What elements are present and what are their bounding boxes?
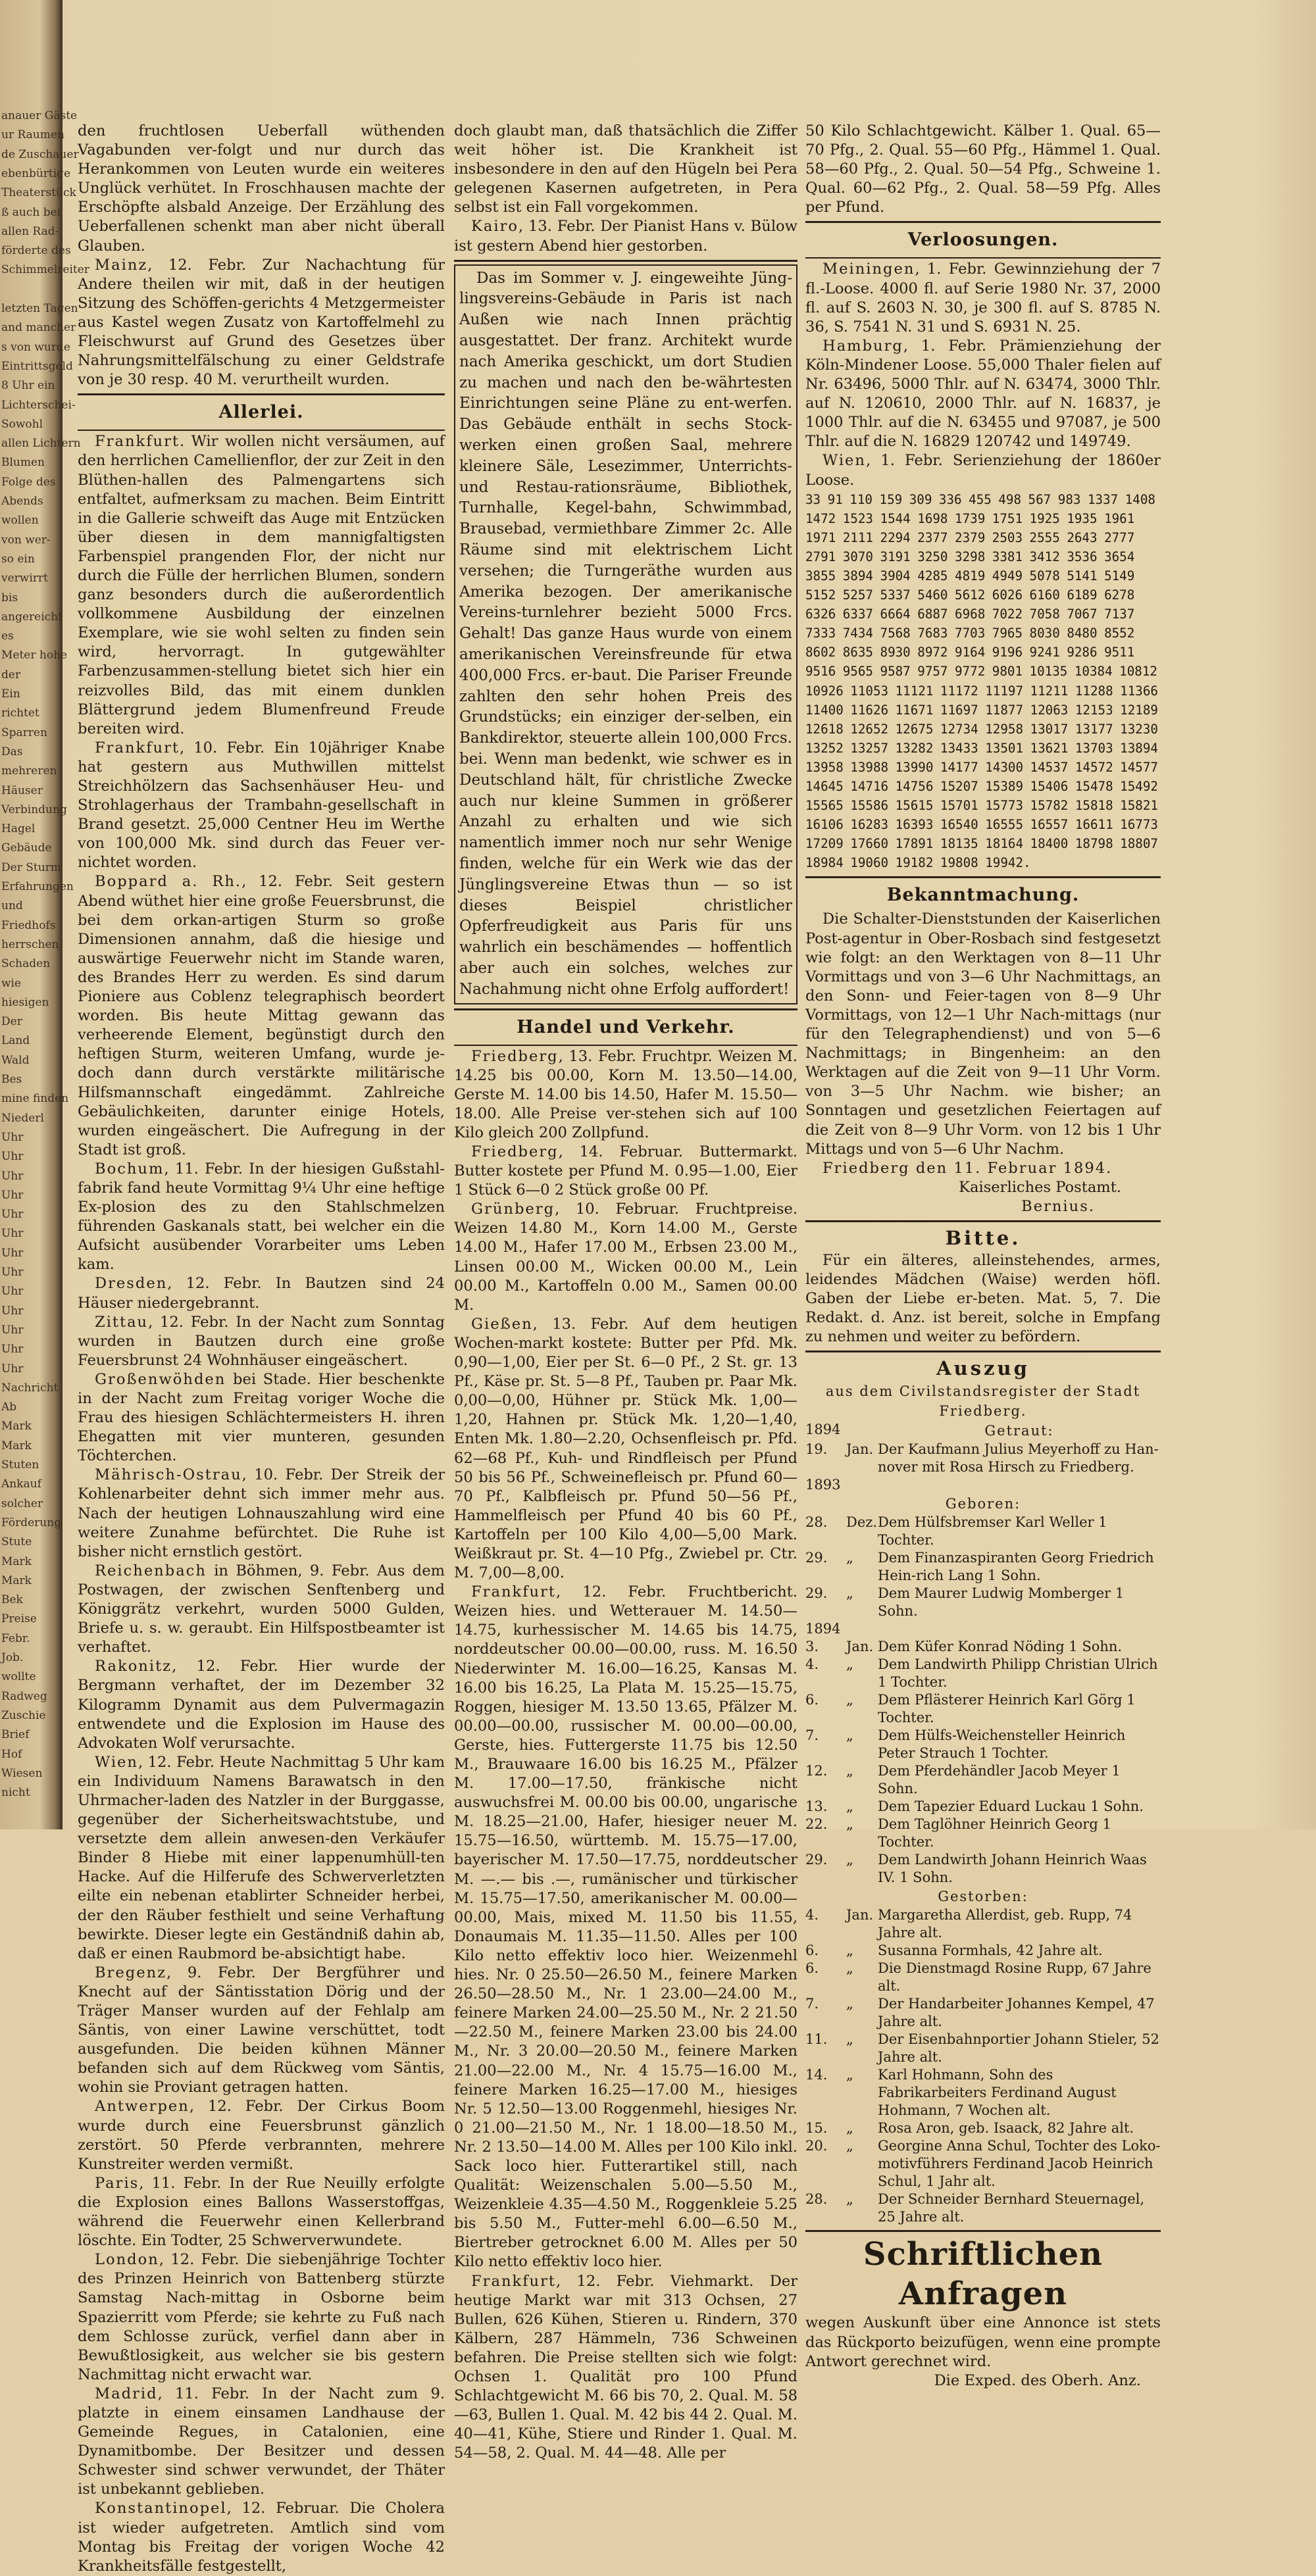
registry-year: 1893 <box>805 1477 841 1493</box>
margin-fragment: Uhr <box>1 1362 24 1375</box>
margin-fragment: und <box>1 899 23 913</box>
registry-entry-month: Jan. <box>846 1639 874 1655</box>
news-item: Frankfurt, 10. Febr. Ein 10jähriger Knabe hat gestern aus Muthwillen mittelst Streichhölzern das Sachsenhäuser Heu- und Strohlagerhaus der Trambahn-gesellschaft in Brand gesetzt. 25,000 Centner Heu im Werthe von 100,000 Mk. sind durch das Feuer ver-nichtet worden. <box>78 739 445 872</box>
section-divider <box>805 257 1161 259</box>
registry-entry-text: Dem Landwirth Johann Heinrich Waas IV. 1 Sohn. <box>878 1852 1147 1886</box>
margin-fragment: Sowohl <box>1 417 43 431</box>
registry-entry-month: Dez. <box>846 1514 878 1531</box>
news-item: Paris, 11. Febr. In der Rue Neuilly erfolgte die Explosion eines Ballons Wasserstoffgas, während die Feuerwehr einen Kellerbrand löschte. Ein Todter, 25 Schwerverwundete. <box>78 2174 445 2250</box>
margin-fragment: wollte <box>1 1670 36 1684</box>
margin-fragment: Brief <box>1 1728 30 1742</box>
registry-entry <box>805 2191 1161 2226</box>
market-report: Friedberg, 14. Februar. Buttermarkt. Butter kostete per Pfund M. 0.95—1.00, Eier 1 Stück 6—0 2 Stück große 00 Pf. <box>454 1143 797 1199</box>
registry-entry <box>805 1906 1161 1942</box>
section-heading-handel: Handel und Verkehr. <box>517 1016 735 1037</box>
margin-fragment: Mark <box>1 1439 32 1452</box>
news-item: Rakonitz, 12. Febr. Hier wurde der Bergmann verhaftet, der im Dezember 32 Kilogramm Dynamit aus dem Pulvermagazin entwendete und die Explosion im Hause des Advokaten Wolf verursachte. <box>78 1658 445 1752</box>
registry-entry-day: 11. <box>805 2031 828 2048</box>
registry-entry-text: Dem Landwirth Philipp Christian Ulrich 1 Tochter. <box>878 1656 1158 1691</box>
registry-entry <box>805 1960 1161 1995</box>
margin-fragment: Land <box>1 1034 30 1048</box>
margin-fragment: Bes <box>1 1073 22 1086</box>
lottery-item: Wien, 1. Febr. Serienziehung der 1860er Loose. <box>805 452 1161 489</box>
margin-fragment: Erfahrungen <box>1 880 74 893</box>
margin-fragment: Friedhofs <box>1 918 56 932</box>
margin-fragment: Förderung <box>1 1516 62 1529</box>
margin-fragment: ur Raumen <box>1 128 64 142</box>
registry-entry-day: 19. <box>805 1441 828 1458</box>
registry-entry-day: 29. <box>805 1550 828 1566</box>
registry-entry-month: „ <box>846 1943 853 1959</box>
news-item: London, 12. Febr. Die siebenjährige Tochter des Prinzen Heinrich von Battenberg stürzte Samstag Nach-mittag in Osborne beim Spazierritt vom Pferde; sie kehrte zu Fuß nach dem Schlosse zurück, verfiel dann aber in Bewußtlosigkeit, aus welcher sie bis gestern Nachmittag nicht erwacht war. <box>78 2251 445 2383</box>
notice-signature: Kaiserliches Postamt. <box>959 1178 1121 1196</box>
margin-fragment: Wiesen <box>1 1766 43 1780</box>
registry-entry-text: Der Eisenbahnportier Johann Stieler, 52 Jahre alt. <box>878 2031 1159 2066</box>
civil-registry-list <box>805 1421 1161 2226</box>
advert-signature: Die Exped. des Oberh. Anz. <box>934 2371 1141 2389</box>
margin-fragment: solcher <box>1 1497 43 1510</box>
registry-entry-day: 4. <box>805 1907 819 1923</box>
notice-signature: Bernius. <box>1021 1197 1095 1215</box>
section-divider <box>78 430 445 431</box>
margin-fragment: Abends <box>1 495 43 508</box>
market-report: Frankfurt, 12. Febr. Viehmarkt. Der heutige Markt war mit 313 Ochsen, 27 Bullen, 626 Kühen, Stieren u. Rindern, 370 Kälbern, 287 Hämmeln, 736 Schweinen befahren. Die Preise stellten sich wie folgt: Ochsen 1. Qualität pro 100 Pfund Schlachtgewicht M. 66 bis 70, 2. Qual. M. 58—63, Bullen 1. Qual. M. 42 bis 44 2. Qual. M. 40—41, Kühe, Stiere und Rinder 1. Qual. M. 54—58, 2. Qual. M. 44—48. Alle per <box>454 2272 797 2462</box>
section-heading-bekanntmachung: Bekanntmachung. <box>886 885 1080 906</box>
paris-youth-building-article: Das im Sommer v. J. eingeweihte Jüng-lingsvereins-Gebäude in Paris ist nach Außen wie nach Innen prächtig ausgestattet. Der franz. Architekt wurde nach Amerika geschickt, um dort Studien zu machen und nach den be-währtesten Einrichtungen seine Pläne zu ent-werfen. Das Gebäude enthält in sechs Stock-werken einen großen Saal, mehrere kleinere Säle, Lesezimmer, Unterrichts- und Restau-rationsräume, Bibliothek, Turnhalle, Kegel-bahn, Schwimmbad, Brausebad, vermiethbare Zimmer 2c. Alle Räume sind mit elektrischem Licht versehen; die Turngeräthe wurden aus Amerika bezogen. Der amerikanische Vereins-turnlehrer bezieht 5000 Frcs. Gehalt! Das ganze Haus wurde von einem amerikanischen Vereinsfreunde für etwa 400,000 Frcs. er-baut. Die Pariser Freunde zahlten den sehr hohen Preis des Grundstücks; ein einziger der-selben, ein Bankdirektor, steuerte allein 100,000 Frcs. bei. Wenn man bedenkt, wie schwer es in Deutschland hält, für christliche Zwecke auch nur kleine Summen in größerer Anzahl zu erhalten und wie sich namentlich immer noch nur sehr Wenige finden, welche für ein Werk wie das der Jünglingsvereine Etwas thun — so ist dieses Beispiel christlicher Opferfreudigkeit aus Paris für uns wahrlich ein beschämendes — hoffentlich aber auch ein solches, welches zur Nachahmung nicht ohne Erfolg auffordert! <box>454 264 797 1004</box>
registry-entry-month: „ <box>846 2191 853 2208</box>
margin-fragment: Hagel <box>1 822 36 836</box>
margin-fragment: Uhr <box>1 1150 24 1164</box>
margin-fragment: mine finden <box>1 1092 69 1106</box>
margin-fragment: and mancher <box>1 321 76 335</box>
margin-fragment: allen Lichtern <box>1 437 81 451</box>
registry-entry <box>805 1441 1161 1476</box>
section-divider <box>454 260 797 262</box>
news-item: Madrid, 11. Febr. In der Nacht zum 9. platzte in einem einsamen Landhause der Gemeinde Regues, in Catalonien, eine Dynamitbombe. Der Besitzer und dessen Schwester sind schwer verwundet, der Thäter ist unbekannt geblieben. <box>78 2385 445 2498</box>
registry-entry-text: Karl Hohmann, Sohn des Fabrikarbeiters Ferdinand August Hohmann, 7 Wochen alt. <box>878 2067 1117 2119</box>
margin-fragment: verwirrt <box>1 572 48 585</box>
margin-fragment: der <box>1 668 21 681</box>
registry-entry <box>805 2031 1161 2066</box>
margin-fragment: Nachricht <box>1 1381 59 1395</box>
registry-entry-month: „ <box>846 1550 853 1566</box>
market-report: Friedberg, 13. Febr. Fruchtpr. Weizen M. 14.25 bis 00.00, Korn M. 13.50—14.00, Gerste M. 14.00 bis 14.50, Hafer M. 15.50—18.00. Alle Preise ver-stehen sich auf 100 Kilo gleich 200 Zollpfund. <box>454 1047 797 1141</box>
registry-entry-month: „ <box>846 1585 853 1602</box>
registry-entry-month: „ <box>846 1996 853 2012</box>
news-item: Großenwöhden bei Stade. Hier beschenkte in der Nacht zum Freitag voriger Woche die Frau des hiesigen Schlächtermeisters H. ihren Ehegatten mit vier munteren, gesunden Töchterchen. <box>78 1370 445 1465</box>
margin-fragment: Stute <box>1 1535 32 1549</box>
margin-fragment: so ein <box>1 552 35 566</box>
registry-year: 1894 <box>805 1621 841 1637</box>
registry-entry-text: Dem Hülfs-Weichensteller Heinrich Peter Strauch 1 Tochter. <box>878 1727 1126 1762</box>
registry-entry-text: Dem Küfer Konrad Nöding 1 Sohn. <box>878 1639 1123 1655</box>
advert-text: wegen Auskunft über eine Annonce ist stets das Rückporto beizufügen, wenn eine prompte Antwort gerechnet wird. <box>805 2314 1161 2370</box>
registry-entry-month: „ <box>846 2067 853 2083</box>
margin-fragment: Niederl <box>1 1111 44 1125</box>
margin-fragment: de Zuschauer <box>1 147 79 161</box>
registry-entry-day: 14. <box>805 2067 828 2083</box>
news-item: Wien, 12. Febr. Heute Nachmittag 5 Uhr kam ein Individuum Namens Barawatsch in den Uhrmacher-laden des Natzler in der Burggasse, gegenüber der Sicherheitswachtstube, und versetzte dem allein anwesen-den Verkäufer Binder 8 Hiebe mit einer lappenumhüll-ten Hacke. Auf die Hilferufe des Schwerverletzten eilte ein nebenan etablirter Schneider herbei, der den Räuber festhielt und seine Verhaftung bewirkte. Dieser legte ein Geständniß dahin ab, daß er einen Raubmord be-absichtigt habe. <box>78 1753 445 1962</box>
margin-fragment: Gebäude <box>1 841 52 855</box>
margin-fragment: letzten Tagen <box>1 302 78 315</box>
registry-entry-day: 7. <box>805 1996 819 2012</box>
margin-fragment: richtet <box>1 706 39 720</box>
margin-fragment: Schimmelreiter <box>1 263 89 277</box>
registry-entry-month: „ <box>846 1763 853 1779</box>
margin-fragment: Ab <box>1 1400 17 1414</box>
registry-entry-day: 22. <box>805 1816 828 1833</box>
notice-date: Friedberg den 11. Februar 1894. <box>822 1159 1113 1177</box>
registry-entry <box>805 1727 1161 1762</box>
margin-fragment: Der Sturm <box>1 860 61 874</box>
margin-fragment: Der <box>1 1015 22 1029</box>
section-divider <box>805 1220 1161 1222</box>
margin-fragment: Uhr <box>1 1266 24 1279</box>
margin-fragment: Zuschie <box>1 1708 46 1722</box>
notice-text: Die Schalter-Dienststunden der Kaiserlichen Post-agentur in Ober-Rosbach sind festgesetzt wie folgt: an den Werktagen von 8—11 Uhr Vormittags und von 3—6 Uhr Nachmittags, an den Sonn- und Feier-tagen von 8—9 Uhr Vormittags, von 12—1 Uhr Nach-mittags (nur für den Telegraphendienst) und von 5—6 Nachmittags; in Bingenheim: an den Werktagen auf die Zeit von 9—11 Uhr Vorm. von 3—5 Uhr Nachm. wie bisher; an Sonntagen und gesetzlichen Feiertagen auf die Zeit von 8—9 Uhr Vorm. von 12 bis 1 Uhr Mittags und von 5—6 Uhr Nachm. <box>805 910 1161 1158</box>
margin-fragment: förderte des <box>1 244 71 258</box>
registry-entry-day: 4. <box>805 1656 819 1673</box>
market-report: Gießen, 13. Febr. Auf dem heutigen Wochen-markt kostete: Butter per Pfd. Mk. 0,90—1,00, Eier per St. 6—0 Pf., 2 St. gr. 13 Pf., Käse pr. St. 5—8 Pf., Tauben pr. Paar Mk. 0,00—0,00, Hühner pr. Stück Mk. 1,00—1,20, Hahnen pr. Stück Mk. 1,20—1,40, Enten Mk. 1.80—2.20, Ochsenfleisch pr. Pfd. 62—68 Pf., Kuh- und Rindfleisch per Pfund 50 bis 56 Pf., Schweinefleisch pr. Pfund 60—70 Pf., Kalbfleisch pr. Pfund 50—56 Pf., Hammelfleisch per Pfund 40 bis 60 Pf., Kartoffeln per 100 Kilo 4,00—5,00 Mark. Weißkraut pr. St. 4—10 Pfg., Zwiebel pr. Ctr. M. 7,00—8,00. <box>454 1315 797 1582</box>
margin-fragment: Uhr <box>1 1285 24 1299</box>
registry-entry-month: „ <box>846 1960 853 1977</box>
news-item: Zittau, 12. Febr. In der Nacht zum Sonntag wurden in Bautzen durch eine große Feuersbrunst 24 Wohnhäuser eingeäschert. <box>78 1313 445 1369</box>
registry-entry-month: Jan. <box>846 1441 874 1458</box>
margin-fragment: Uhr <box>1 1323 24 1337</box>
request-text: Für ein älteres, alleinstehendes, armes, leidendes Mädchen (Waise) werden höfl. Gaben der Liebe er-beten. Mat. 5, 7. Die Redakt. d. Anz. ist bereit, solche in Empfang zu nehmen und weiter zu befördern. <box>805 1251 1161 1346</box>
margin-fragment: ebenbürtige <box>1 166 71 180</box>
registry-entry <box>805 1816 1161 1851</box>
registry-entry-day: 6. <box>805 1943 819 1959</box>
registry-entry-text: Der Handarbeiter Johannes Kempel, 47 Jahre alt. <box>878 1996 1155 2030</box>
registry-category: Gestorben: <box>938 1889 1028 1905</box>
news-item: Dresden, 12. Febr. In Bautzen sind 24 Häuser niedergebrannt. <box>78 1275 445 1312</box>
margin-fragment: wollen <box>1 514 39 528</box>
margin-fragment: Uhr <box>1 1227 24 1241</box>
registry-entry-month: „ <box>846 2120 853 2137</box>
section-divider <box>805 2230 1161 2232</box>
margin-fragment: Ankauf <box>1 1477 41 1491</box>
registry-entry-month: „ <box>846 1816 853 1833</box>
news-item: Bochum, 11. Febr. In der hiesigen Gußstahl-fabrik fand heute Vormittag 9¼ Uhr eine heftige Ex-plosion des zu den Stahlschmelzen führenden Gaskanals statt, bei welcher ein die Aufsicht ausübender Vorarbeiter ums Leben kam. <box>78 1160 445 1274</box>
registry-entry-text: Dem Pflästerer Heinrich Karl Görg 1 Tochter. <box>878 1692 1136 1726</box>
registry-entry-day: 6. <box>805 1692 819 1708</box>
lottery-item: Hamburg, 1. Febr. Prämienziehung der Köln-Mindener Loose. 55,000 Thaler fielen auf Nr. 63496, 5000 Thlr. auf N. 63474, 3000 Thlr. auf N. 120610, 2000 Thlr. auf N. 16837, je 1000 Thlr. auf die N. 63455 und 97087, je 500 Thlr. auf die N. 16829 120742 und 149749. <box>805 337 1161 451</box>
registry-entry <box>805 1656 1161 1691</box>
margin-fragment: bis <box>1 591 18 605</box>
section-divider <box>805 1350 1161 1352</box>
registry-entry-text: Rosa Aron, geb. Isaack, 82 Jahre alt. <box>878 2120 1134 2137</box>
margin-fragment: Lichterschei- <box>1 398 76 412</box>
margin-fragment: Theaterstück <box>1 186 76 200</box>
section-heading-bitte: Bitte. <box>945 1226 1021 1249</box>
registry-entry <box>805 1942 1161 1960</box>
registry-entry-text: Margaretha Allerdist, geb. Rupp, 74 Jahre alt. <box>878 1907 1132 1941</box>
registry-entry-month: „ <box>846 1727 853 1744</box>
registry-entry <box>805 1798 1161 1816</box>
news-item: Antwerpen, 12. Febr. Der Cirkus Boom wurde durch eine Feuersbrunst gänzlich zerstört. 50 Pferde verbrannten, mehrere Kunstreiter werden vermißt. <box>78 2098 445 2173</box>
registry-entry-day: 29. <box>805 1852 828 1868</box>
margin-fragment: Stuten <box>1 1458 39 1472</box>
registry-entry-text: Dem Pferdehändler Jacob Meyer 1 Sohn. <box>878 1763 1121 1797</box>
registry-entry-text: Die Dienstmagd Rosine Rupp, 67 Jahre alt. <box>878 1960 1152 1994</box>
registry-entry-text: Georgine Anna Schul, Tochter des Loko-motivführers Ferdinand Jacob Heinrich Schul, 1 Jahr alt. <box>878 2138 1161 2190</box>
section-divider <box>454 1008 797 1010</box>
margin-fragment: Meter hohe <box>1 649 68 662</box>
news-item: Konstantinopel, 12. Februar. Die Cholera ist wieder aufgetreten. Amtlich sind vom Montag bis Freitag der vorigen Woche 42 Krankheitsfälle festgestellt, <box>78 2500 445 2575</box>
registry-entry <box>805 1762 1161 1798</box>
registry-entry <box>805 1585 1161 1620</box>
registry-entry-text: Der Kaufmann Julius Meyerhoff zu Han-nover mit Rosa Hirsch zu Friedberg. <box>878 1441 1159 1475</box>
registry-entry-month: „ <box>846 1656 853 1673</box>
margin-fragment: herrschen <box>1 937 59 951</box>
news-item: Bregenz, 9. Febr. Der Bergführer und Knecht auf der Säntisstation Dörig und der Träger Manser wurden auf der Fehlalp am Säntis, von einer Lawine verschüttet, todt ausgefunden. Die beiden kühnen Männer befanden sich auf dem Rückweg vom Säntis, wohin sie Proviant getragen hatten. <box>78 1964 445 2096</box>
registry-entry-day: 13. <box>805 1798 828 1815</box>
advert-heading: Schriftlichen Anfragen <box>863 2236 1103 2313</box>
registry-entry-text: Susanna Formhals, 42 Jahre alt. <box>878 1943 1103 1959</box>
registry-entry <box>805 2119 1161 2137</box>
registry-entry <box>805 1638 1161 1656</box>
margin-fragment: von wer- <box>1 533 51 547</box>
margin-fragment: Folge des <box>1 475 56 489</box>
section-heading-auszug: Auszug <box>936 1357 1030 1380</box>
margin-fragment: Radweg <box>1 1689 47 1703</box>
registry-entry-month: „ <box>846 2031 853 2048</box>
section-heading-allerlei: Allerlei. <box>218 402 304 423</box>
registry-year: 1894 <box>805 1422 841 1438</box>
margin-fragment: Schaden <box>1 957 51 971</box>
margin-fragment: Häuser <box>1 783 43 797</box>
margin-fragment: Eintrittsgeld <box>1 359 73 373</box>
registry-entry-text: Dem Tapezier Eduard Luckau 1 Sohn. <box>878 1798 1144 1815</box>
registry-entry-text: Dem Taglöhner Heinrich Georg 1 Tochter. <box>878 1816 1111 1850</box>
market-report: Frankfurt, 12. Febr. Fruchtbericht. Weizen hies. und Wetterauer M. 14.50—14.75, kurhessischer M. 14.65 bis 14.75, norddeutscher 00.00—00.00, russ. M. 16.50 Niederwinter M. 16.00—16.25, Kansas M. 16.00 bis 16.25, La Plata M. 15.25—15.75, Roggen, hiesiger M. 13.50 13.65, Pfälzer M. 00.00—00.00, russischer M. 00.00—00.00, Gerste, hies. Futtergerste 11.75 bis 12.50 M., Brauwaare 16.00 bis 16.25 M., Pfälzer M. 17.00—17.50, fränkische nicht auswuchsfrei M. 00.00 bis 00.00, ungarische M. 18.25—21.00, Hafer, hiesiger neuer M. 15.75—16.50, württemb. M. 15.75—17.00, bayerischer M. 17.50—17.75, norddeutscher M. —.— bis .—, rumänischer und türkischer M. 15.75—17.50, amerikanischer M. 00.00—00.00, Mais, mixed M. 11.50 bis 11.55, Donaumais M. 11.35—11.50. Alles per 100 Kilo netto effektiv loco hier. Weizenmehl hies. Nr. 0 25.50—26.50 M., feinere Marken 26.50—28.50 M., Nr. 1 23.00—24.00 M., feinere Marken 24.00—25.50 M., Nr. 2 21.50—22.50 M., feinere Marken 23.00 bis 24.00 M., Nr. 3 20.00—20.50 M., feinere Marken 21.00—22.00 M., Nr. 4 15.75—16.00 M., feinere Marken 16.25—17.00 M., hiesiges Nr. 5 12.50—13.00 Roggenmehl, hiesiges Nr. 0 21.00—21.50 M., Nr. 1 18.00—18.50 M., Nr. 2 13.50—14.00 M. Alles per 100 Kilo inkl. Sack loco hier. Futterartikel still, nach Qualität: Weizenschalen 5.00—5.50 M., Weizenkleie 4.35—4.50 M., Roggenkleie 5.25 bis 5.50 M., Futter-mehl 6.00—6.50 M., Biertreber getrocknet 6.00 M. Alles per 50 Kilo netto effektiv loco hier. <box>454 1583 797 2271</box>
registry-entry-month: Jan. <box>846 1907 874 1923</box>
section-divider <box>805 221 1161 223</box>
margin-fragment: Wald <box>1 1053 30 1067</box>
registry-entry-text: Dem Hülfsbremser Karl Weller 1 Tochter. <box>878 1514 1107 1548</box>
section-heading-verloosungen: Verloosungen. <box>907 230 1059 251</box>
margin-fragment: Job. <box>1 1651 24 1664</box>
article-continuation: den fruchtlosen Ueberfall wüthenden Vagabunden ver-folgt und nur durch das Herankommen von Leuten wurde ein weiteres Unglück verhütet. In Froschhausen machte der Erschöpfte alsbald Anzeige. Der Erzählung des Ueberfallenen schenkt man aber nicht überall Glauben. <box>78 122 445 255</box>
margin-fragment: Hof <box>1 1747 22 1761</box>
registry-entry-month: „ <box>846 1798 853 1815</box>
margin-fragment: Blumen <box>1 456 45 470</box>
news-item-kairo: Kairo, 13. Febr. Der Pianist Hans v. Bülow ist gestern Abend hier gestorben. <box>454 218 797 255</box>
registry-entry-day: 28. <box>805 2191 828 2208</box>
article-continuation: doch glaubt man, daß thatsächlich die Ziffer weit höher ist. Die Krankheit ist insbesondere in den auf den Hügeln bei Pera gelegenen Kasernen aufgetreten, in Pera selbst ist ein Fall vorgekommen. <box>454 122 797 216</box>
margin-fragment: Uhr <box>1 1246 24 1260</box>
registry-entry <box>805 1549 1161 1585</box>
section-divider <box>78 393 445 395</box>
margin-fragment: Uhr <box>1 1169 24 1183</box>
margin-fragment: ß auch bei <box>1 205 61 219</box>
column-1 <box>78 122 445 2576</box>
registry-entry-day: 29. <box>805 1585 828 1602</box>
news-item: Boppard a. Rh., 12. Febr. Seit gestern Abend wüthet hier eine große Feuersbrunst, die bei dem orkan-artigen Sturm so große Dimensionen annahm, daß die hiesige und auswärtige Feuerwehr nicht im Stande waren, des Brandes Herr zu werden. Es sind darum Pioniere aus Coblenz telegraphisch beordert worden. Bis heute Mittag gewann das verheerende Element, begünstigt durch den heftigen Sturm, weiteren Umfang, wurde je-doch dann durch verstärkte militärische Hilfsmannschaft eingedämmt. Zahlreiche Gebäulichkeiten, darunter einige Hotels, wurden eingeäschert. Die Aufregung in der Stadt ist groß. <box>78 873 445 1158</box>
registry-entry <box>805 2137 1161 2191</box>
registry-entry-month: „ <box>846 1852 853 1868</box>
news-item: Reichenbach in Böhmen, 9. Febr. Aus dem Postwagen, der zwischen Senftenberg und Königgrätz verkehrt, wurden 5000 Gulden, Briefe u. s. w. geraubt. Ein Hilfspostbeamter ist verhaftet. <box>78 1562 445 1656</box>
registry-entry-day: 6. <box>805 1960 819 1977</box>
registry-entry-text: Der Schneider Bernhard Steuernagel, 25 Jahre alt. <box>878 2191 1145 2225</box>
margin-fragment: wie <box>1 976 22 990</box>
margin-fragment: Sparren <box>1 726 47 739</box>
registry-category: Getraut: <box>984 1423 1054 1439</box>
registry-entry-day: 28. <box>805 1514 828 1531</box>
registry-entry <box>805 1995 1161 2031</box>
margin-fragment: Mark <box>1 1573 32 1587</box>
section-divider <box>805 876 1161 878</box>
margin-fragment: Mark <box>1 1420 32 1433</box>
registry-entry <box>805 2066 1161 2119</box>
margin-fragment: s von wurde <box>1 340 70 354</box>
margin-fragment: Uhr <box>1 1130 24 1144</box>
margin-fragment: mehreren <box>1 764 57 778</box>
margin-fragment: 8 Uhr ein <box>1 379 55 393</box>
margin-fragment: allen Rad- <box>1 224 59 238</box>
registry-entry-text: Dem Maurer Ludwig Momberger 1 Sohn. <box>878 1585 1125 1620</box>
margin-fragment: Ein <box>1 687 20 701</box>
lottery-number-list: 33 91 110 159 309 336 455 498 567 983 1337 1408 1472 1523 1544 1698 1739 1751 1925 1935 1961 1971 2111 2294 2377 2379 2503 2555 2643 2777 2791 3070 3191 3250 3298 3381 3412 3536 3654 3855 3894 3904 4285 4819 4949 5078 5141 5149 5152 5257 5337 5460 5612 6026 6160 6189 6278 6326 6337 6664 6887 6968 7022 7058 7067 7137 7333 7434 7568 7683 7703 7965 8030 8480 8552 8602 8635 8930 8972 9164 9196 9241 9286 9511 9516 9565 9587 9757 9772 9801 10135 10384 10812 10926 11053 11121 11172 11197 11211 11288 11366 11400 11626 11671 11697 11877 12063 12153 12189 12618 12652 12675 12734 12958 13017 13177 13230 13252 13257 13282 13433 13501 13621 13703 13894 13958 13988 13990 14177 14300 14537 14572 14577 14645 14716 14756 15207 15389 15406 15478 15492 15565 15586 15615 15701 15773 15782 15818 15821 16106 16283 16393 16540 16555 16557 16611 16773 17209 17660 17891 18135 18164 18400 18798 18807 18984 19060 19182 19808 19942. <box>805 491 1158 871</box>
margin-fragment: nicht <box>1 1786 30 1800</box>
market-report: Grünberg, 10. Februar. Fruchtpreise. Weizen 14.80 M., Korn 14.00 M., Gerste 14.00 M., Hafer 17.00 M., Erbsen 23.00 M., Linsen 00.00 M., Wicken 00.00 M., Lein 00.00 M., Kartoffeln 0.00 M., Samen 00.00 M. <box>454 1201 797 1314</box>
registry-entry <box>805 1514 1161 1549</box>
registry-category: Geboren: <box>945 1496 1021 1512</box>
margin-fragment: Uhr <box>1 1208 24 1222</box>
margin-fragment: es <box>1 630 14 643</box>
column-3 <box>805 122 1161 2390</box>
registry-entry <box>805 1851 1161 1887</box>
registry-entry-day: 20. <box>805 2138 828 2154</box>
margin-fragment: angereicht <box>1 610 63 624</box>
lottery-item: Meiningen, 1. Febr. Gewinnziehung der 7 fl.-Loose. 4000 fl. auf Serie 1980 Nr. 37, 2000 fl. auf S. 2603 N. 30, je 300 fl. auf S. 8785 N. 36, S. 7541 N. 31 und S. 6931 N. 25. <box>805 260 1161 335</box>
registry-entry-day: 7. <box>805 1727 819 1744</box>
column-2 <box>454 122 797 2463</box>
margin-fragment: Uhr <box>1 1343 24 1356</box>
margin-fragment: Febr. <box>1 1631 30 1645</box>
news-item-mainz: Mainz, 12. Febr. Zur Nachachtung für Andere theilen wir mit, daß in der heutigen Sitzung des Schöffen-gerichts 4 Metzgermeister aus Kastel wegen Zusatz von Kartoffelmehl zu Fleischwurst auf Grund des Gesetzes über Nahrungsmittelfälschung zu einer Geldstrafe von je 30 resp. 40 M. verurtheilt wurden. <box>78 256 445 389</box>
margin-fragment: Mark <box>1 1554 32 1568</box>
news-item: Mährisch-Ostrau, 10. Febr. Der Streik der Kohlenarbeiter dehnt sich immer mehr aus. Nach der heutigen Lohnauszahlung wird eine weitere Zunahme befürchtet. Die Ruhe ist bisher nicht ernstlich gestört. <box>78 1466 445 1560</box>
margin-fragment: Bek <box>1 1593 23 1607</box>
margin-fragment: Uhr <box>1 1304 24 1318</box>
registry-entry-day: 3. <box>805 1639 819 1655</box>
registry-entry-day: 12. <box>805 1763 828 1779</box>
registry-entry <box>805 1691 1161 1727</box>
registry-entry-month: „ <box>846 1692 853 1708</box>
registry-entry-text: Dem Finanzaspiranten Georg Friedrich Hein-rich Lang 1 Sohn. <box>878 1550 1154 1584</box>
registry-entry-day: 15. <box>805 2120 828 2137</box>
margin-fragment: Das <box>1 745 23 758</box>
margin-fragment: hiesigen <box>1 995 49 1009</box>
margin-fragment: Preise <box>1 1612 37 1626</box>
margin-fragment: anauer Gäste <box>1 109 78 122</box>
registry-entry-month: „ <box>846 2138 853 2154</box>
news-item: Frankfurt. Wir wollen nicht versäumen, auf den herrlichen Camellienflor, der zur Zeit in den Blüthen-hallen des Palmengartens sich entfaltet, aufmerksam zu machen. Beim Eintritt in die Gallerie schweift das Auge mit Entzücken über diesen in dem mannigfaltigsten Farbenspiel prangenden Flor, der nicht nur durch die Fülle der herrlichen Blumen, sondern ganz besonders durch die außerordentlich vollkommene Ausbildung der einzelnen Exemplare, wie sie wohl selten zu finden sein wird, hervorragt. In gutgewählter Farbenzusammen-stellung bietet sich hier ein reizvolles Bild, das mit einem dunklen Blättergrund jedem Blumenfreund Freude bereiten wird. <box>78 433 445 737</box>
margin-fragment: Verbindung <box>1 803 67 816</box>
section-divider <box>454 1045 797 1046</box>
article-continuation: 50 Kilo Schlachtgewicht. Kälber 1. Qual. 65—70 Pfg., 2. Qual. 55—60 Pfg., Hämmel 1. Qual. 58—60 Pfg., 2. Qual. 50—54 Pfg., Schweine 1. Qual. 60—62 Pfg., 2. Qual. 58—59 Pfg. Alles per Pfund. <box>805 122 1161 216</box>
margin-fragment: Uhr <box>1 1188 24 1202</box>
registry-subtitle: aus dem Civilstandsregister der Stadt Friedberg. <box>825 1383 1141 1420</box>
